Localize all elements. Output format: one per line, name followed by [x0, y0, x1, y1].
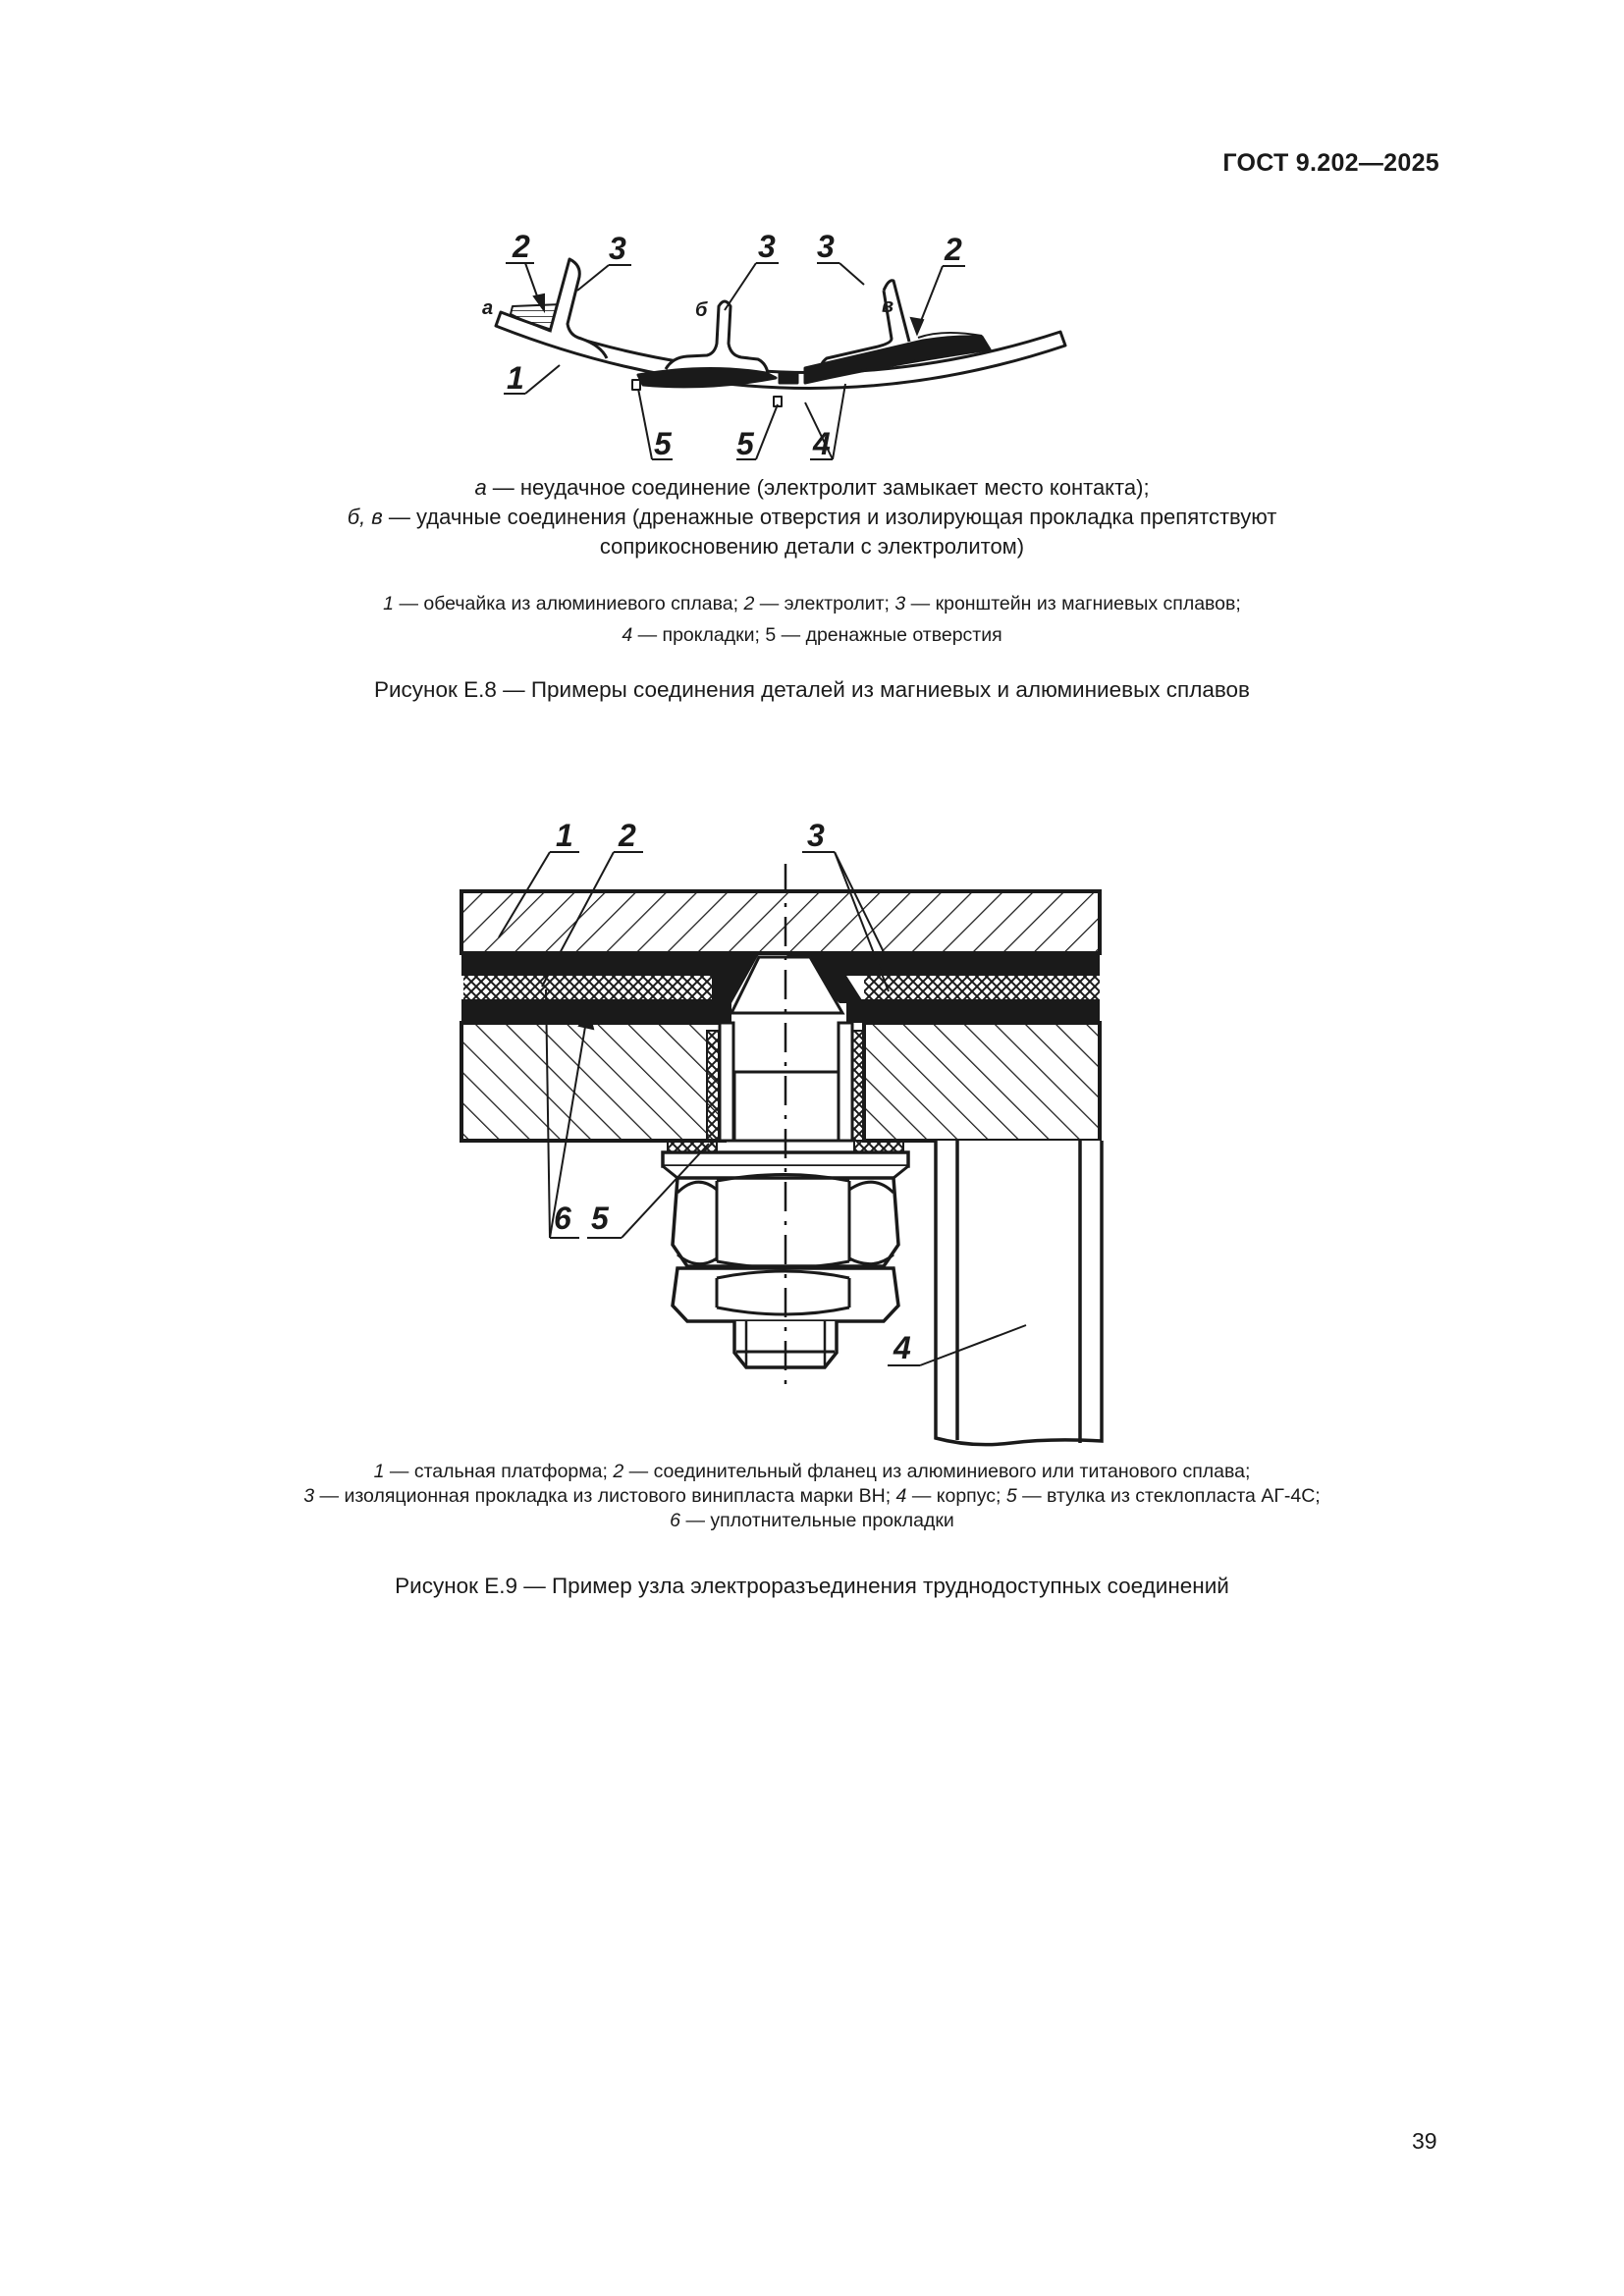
e8-label-3-right: 3: [817, 229, 835, 264]
e8-caption-line-cont: соприкосновению детали с электролитом): [599, 534, 1025, 559]
e8-caption-line-a: а — неудачное соединение (электролит замыкает место контакта);: [474, 475, 1150, 500]
e9-legend-line-1: 1 — стальная платформа; 2 — соединительный фланец из алюминиевого или титанового сплава;: [373, 1461, 1251, 1482]
e8-legend-line-1: 1 — обечайка из алюминиевого сплава; 2 — электролит; 3 — кронштейн из магниевых сплавов;: [383, 593, 1241, 614]
e8-label-3-center: 3: [758, 229, 776, 264]
e8-legend-line-2: 4 — прокладки; 5 — дренажные отверстия: [622, 624, 1002, 646]
e8-label-2-right: 2: [945, 232, 962, 267]
e9-label-6: 6: [554, 1201, 571, 1236]
e8-label-5-left: 5: [654, 426, 672, 461]
page-number: 39: [1412, 2128, 1437, 2154]
document-standard-number: ГОСТ 9.202—2025: [1222, 149, 1439, 177]
e9-legend-line-3: 6 — уплотнительные прокладки: [670, 1510, 954, 1531]
e8-caption-line-bv: б, в — удачные соединения (дренажные отверстия и изолирующая прокладка препятствуют: [347, 505, 1277, 529]
e8-label-5-center: 5: [736, 426, 754, 461]
e8-label-variant-a: а: [482, 297, 494, 319]
figure-e9-title: Рисунок Е.9 — Пример узла электроразъединения труднодоступных соединений: [395, 1574, 1229, 1598]
e9-label-2: 2: [619, 818, 636, 853]
e9-legend-line-2: 3 — изоляционная прокладка из листового винипласта марки ВН; 4 — корпус; 5 — втулка из стеклопласта АГ-4С;: [303, 1485, 1321, 1507]
e8-label-1: 1: [507, 360, 524, 396]
e8-label-2-left: 2: [513, 229, 530, 264]
e8-label-variant-b: б: [695, 299, 708, 321]
figure-e8-title: Рисунок Е.8 — Примеры соединения деталей из магниевых и алюминиевых сплавов: [373, 677, 1251, 702]
e8-caption: [0, 473, 1624, 561]
e9-legend: [0, 1460, 1624, 1533]
figure-e9-drawing: [432, 805, 1139, 1453]
e9-label-5: 5: [591, 1201, 609, 1236]
e8-label-4: 4: [813, 426, 831, 461]
e8-label-variant-v: в: [882, 295, 894, 317]
e9-label-4: 4: [893, 1330, 911, 1365]
e9-label-1: 1: [556, 818, 573, 853]
e9-label-3: 3: [807, 818, 825, 853]
figure-e8-drawing: [471, 216, 1119, 481]
e8-legend: [0, 592, 1624, 647]
e8-label-3-left: 3: [609, 231, 626, 266]
